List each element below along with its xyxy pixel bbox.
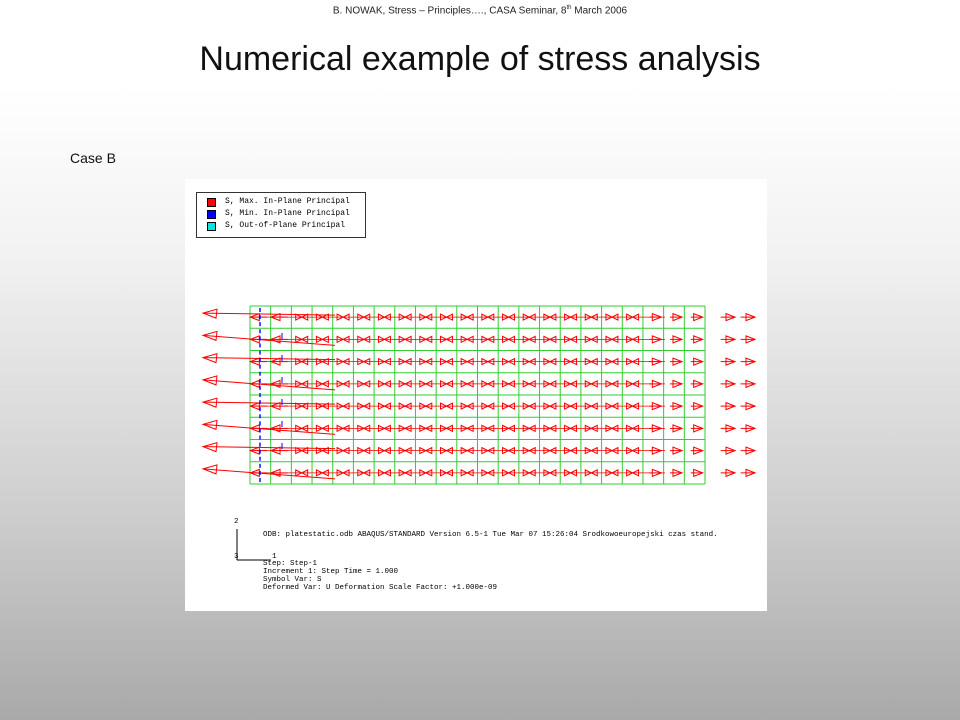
max-principal-long-vector	[203, 380, 335, 390]
legend-label-out-of-plane: S, Out-of-Plane Principal	[225, 221, 346, 230]
legend-label-min: S, Min. In-Plane Principal	[225, 209, 350, 218]
max-principal-long-vector	[203, 447, 335, 449]
legend-swatch-out-of-plane	[207, 222, 216, 231]
odb-info-line: ODB: platestatic.odb ABAQUS/STANDARD Version 6.5-1 Tue Mar 07 15:26:04 Srodkowoeuropejski czas stand.	[263, 531, 718, 539]
max-principal-long-vector	[203, 313, 335, 315]
legend-item-out-of-plane	[207, 222, 357, 232]
legend-label-max: S, Max. In-Plane Principal	[225, 197, 350, 206]
legend-item-max	[207, 198, 357, 208]
legend-swatch-min	[207, 210, 216, 219]
slide-header	[0, 5, 960, 16]
legend-swatch-max	[207, 198, 216, 207]
step-line: Step: Step-1	[263, 560, 318, 568]
deformed-var-line: Deformed Var: U Deformation Scale Factor: +1.000e-09	[263, 584, 498, 592]
max-principal-long-vector	[203, 358, 335, 360]
legend-item-min	[207, 210, 357, 220]
slide-title: Numerical example of stress analysis	[199, 40, 761, 78]
header-text-end: March 2006	[571, 5, 628, 17]
symbol-var-line: Symbol Var: S	[263, 576, 322, 584]
triad-axis-2-label: 2	[234, 518, 239, 526]
triad-axis-1-label: 1	[272, 553, 277, 561]
max-principal-long-vector	[203, 424, 335, 434]
stress-vector-plot	[185, 179, 767, 611]
header-text: B. NOWAK, Stress – Principles…., CASA Seminar, 8	[332, 5, 567, 17]
max-principal-long-vector	[203, 335, 335, 345]
increment-line: Increment 1: Step Time = 1.000	[263, 568, 399, 576]
legend	[196, 192, 366, 238]
max-principal-long-vector	[203, 469, 335, 479]
triad-axis-3-label: 3	[234, 553, 239, 561]
header-superscript: th	[566, 5, 572, 11]
abaqus-stress-plot	[185, 179, 767, 611]
max-principal-long-vector	[203, 402, 335, 404]
case-label: Case B	[70, 150, 116, 166]
